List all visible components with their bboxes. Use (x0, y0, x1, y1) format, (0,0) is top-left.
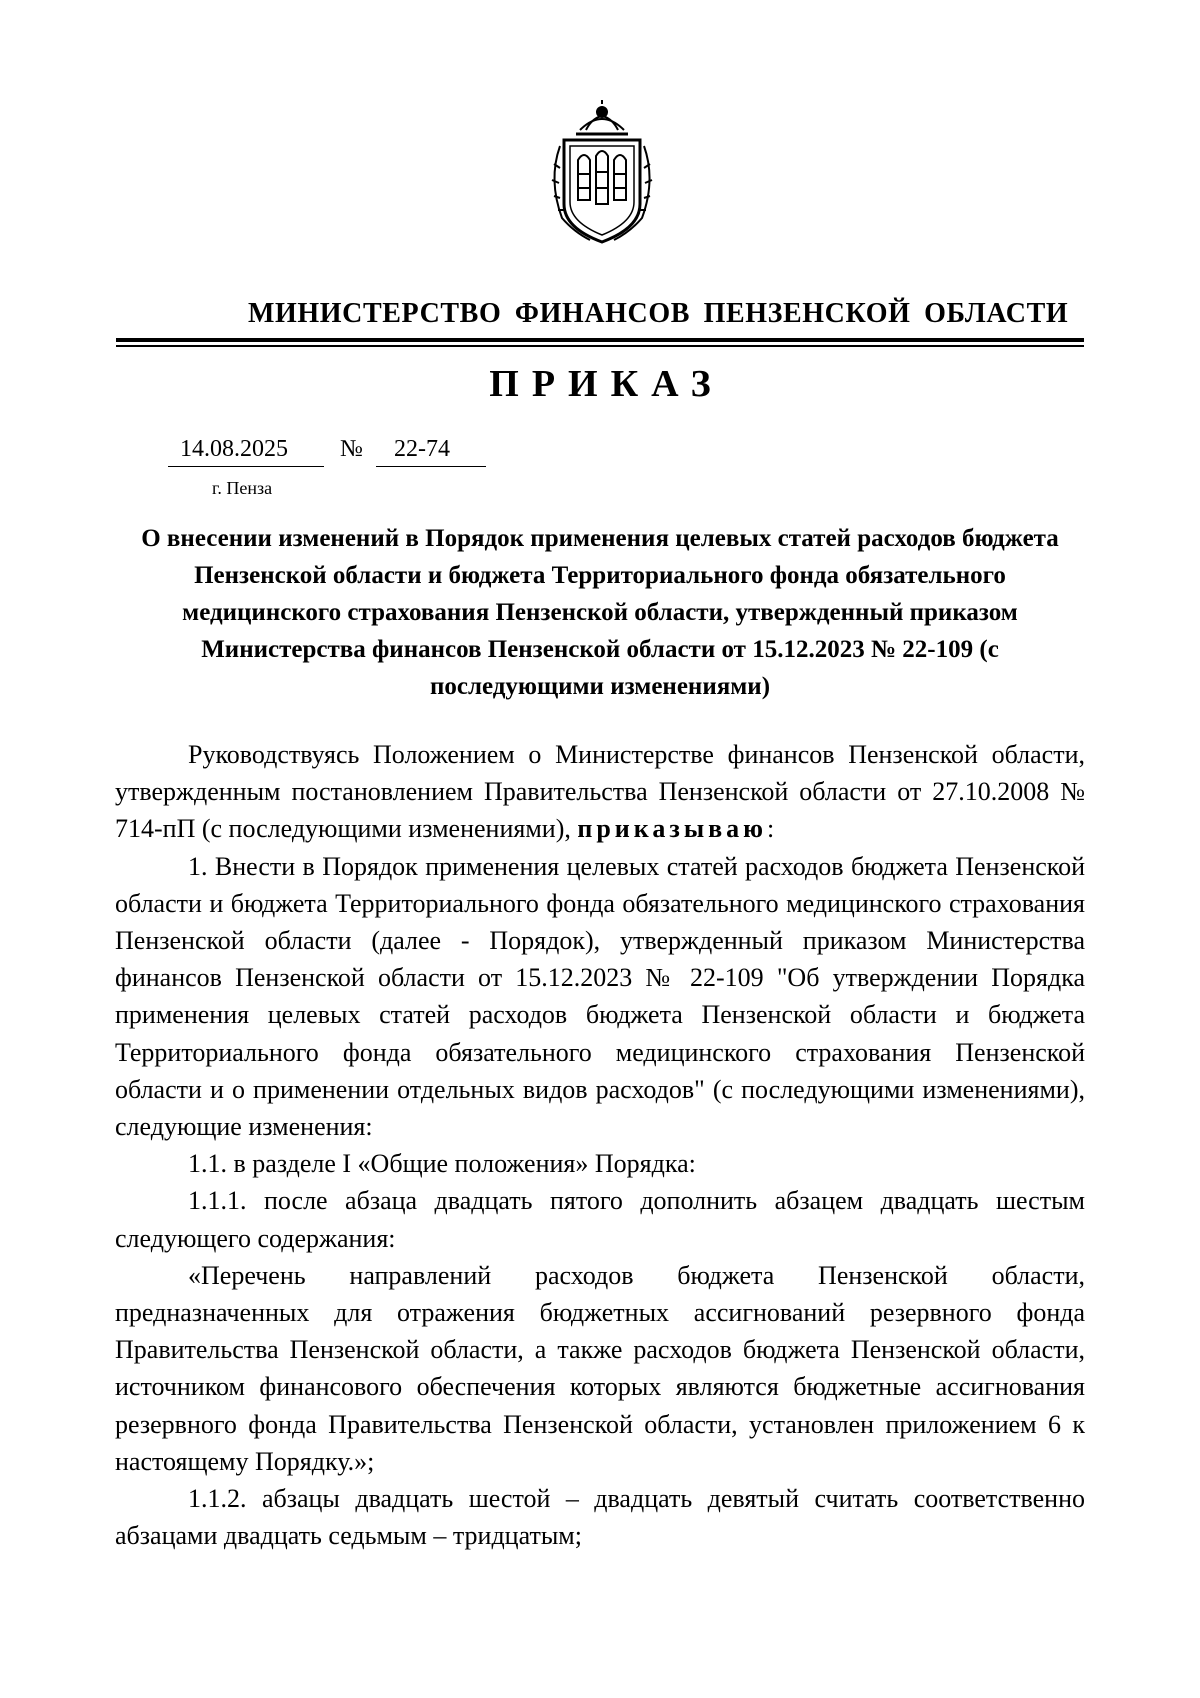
document-subject: О внесении изменений в Порядок применения целевых статей расходов бюджета Пензенской области и бюджета Территориального фонда обязательного медицинского страхования Пензенской области, утвержденный приказом Министерства финансов Пензенской области от 15.12.2023 № 22-109 (с последующими изменениями) (141, 525, 1059, 700)
number-underline (376, 466, 486, 467)
body-paragraph: «Перечень направлений расходов бюджета Пензенской области, предназначенных для отражения бюджетных ассигнований резервного фонда Правительства Пензенской области, а также расходов бюджета Пензенской области, источником финансового обеспечения которых являются бюджетные ассигнования резервного фонда Правительства Пензенской области, установлен приложением 6 к настоящему Порядку.»; (115, 1260, 1085, 1476)
header-rule-thick (116, 338, 1084, 342)
coat-of-arms-emblem (540, 100, 664, 250)
body-paragraph: 1.1.1. после абзаца двадцать пятого дополнить абзацем двадцать шестым следующего содержания: (115, 1186, 1085, 1253)
date-underline (168, 466, 324, 467)
body-paragraph: 1. Внести в Порядок применения целевых статей расходов бюджета Пензенской области и бюджета Территориального фонда обязательного медицинского страхования Пензенской области (далее - Порядок), утвержденный приказом Министерства финансов Пензенской области от 15.12.2023 № 22-109 "Об утверждении Порядка применения целевых статей расходов бюджета Пензенской области и бюджета Территориального фонда обязательного медицинского страхования Пензенской области и о применении отдельных видов расходов" (с последующими изменениями), следующие изменения: (115, 851, 1085, 1142)
preamble-colon: : (767, 814, 775, 844)
number-sign: № (340, 436, 363, 462)
preamble-text: Руководствуясь Положением о Министерстве финансов Пензенской области, утвержденным постановлением Правительства Пензенской области от 27.10.2008 № 714-пП (с последующими изменениями), (115, 740, 1085, 844)
header-rule-thin (116, 345, 1084, 347)
ministry-name: МИНИСТЕРСТВО ФИНАНСОВ ПЕНЗЕНСКОЙ ОБЛАСТИ (248, 298, 1069, 329)
body-paragraph: 1.1.2. абзацы двадцать шестой – двадцать девятый считать соответственно абзацами двадцать седьмым – тридцатым; (115, 1484, 1085, 1551)
document-number: 22-74 (394, 436, 450, 462)
preamble-paragraph (115, 736, 1085, 848)
document-city: г. Пенза (212, 478, 273, 498)
document-date: 14.08.2025 (180, 436, 288, 462)
document-body (115, 736, 1085, 1554)
document-type-title: ПРИКАЗ (489, 363, 724, 405)
order-word: приказываю (577, 814, 768, 844)
body-paragraph: 1.1. в разделе I «Общие положения» Порядка: (188, 1149, 696, 1179)
penza-coat-of-arms-icon (540, 100, 664, 250)
